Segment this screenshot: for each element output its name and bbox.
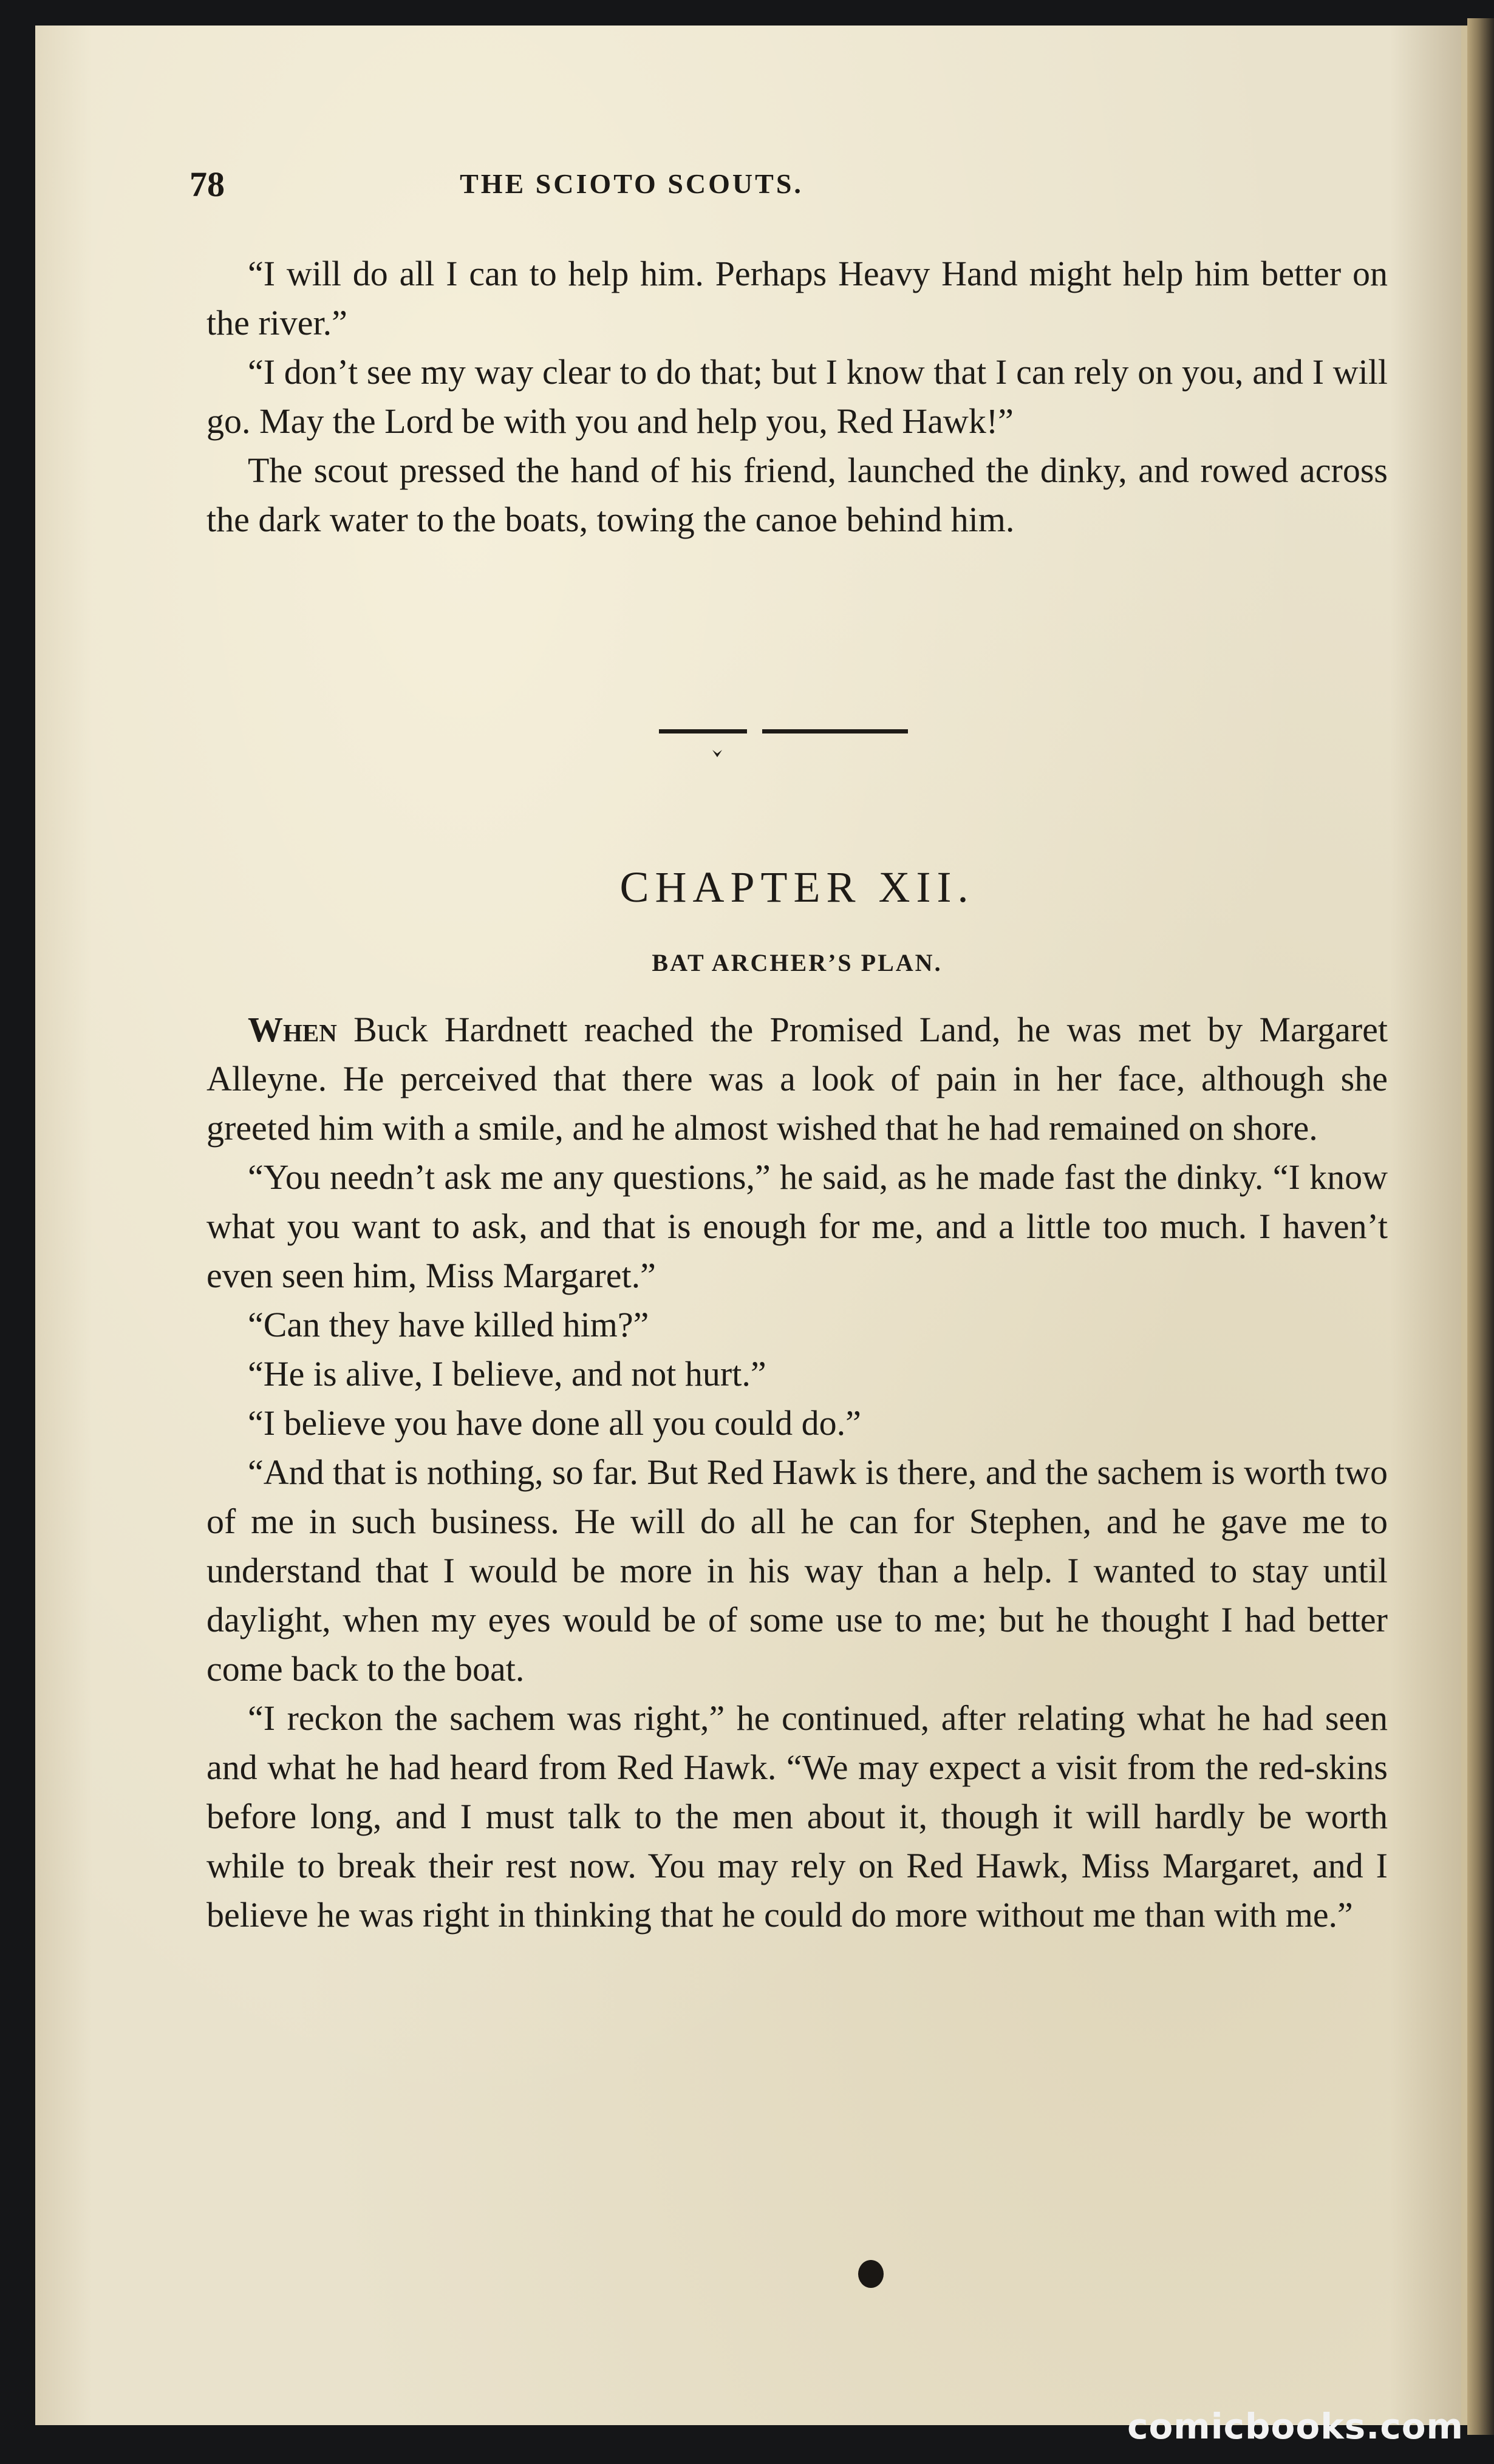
text-block-top [206, 249, 1388, 544]
paragraph: “I don’t see my way clear to do that; but I know that I can rely on you, and I will go. May the Lord be with you and help you, Red Hawk!” [206, 352, 1388, 441]
chapter-opening-paragraph [206, 1005, 1388, 1152]
page-number: 78 [189, 165, 225, 204]
paragraph: “I reckon the sachem was right,” he continued, after relating what he had seen and what he had heard from Red Hawk. “We may expect a visit from the red-skins before long, and I must talk to the men about it, though it will hardly be worth while to break their rest now. You may rely on Red Hawk, Miss Margaret, and I believe he was right in thinking that he could do more without me than with me.” [206, 1698, 1388, 1935]
watermark: comicbooks.com [1127, 2406, 1464, 2447]
chapter-title: CHAPTER XII. [619, 863, 975, 911]
text-block-main [206, 1005, 1388, 1939]
running-head [152, 164, 1397, 206]
paragraph: “He is alive, I believe, and not hurt.” [248, 1354, 766, 1394]
paragraph: “Can they have killed him?” [248, 1305, 649, 1344]
paragraph: “You needn’t ask me any questions,” he said, as he made fast the dinky. “I know what you want to ask, and that is enough for me, and a little too much. I haven’t even seen him, Miss Margaret.” [206, 1157, 1388, 1295]
paragraph: The scout pressed the hand of his friend, launched the dinky, and rowed across the dark water to the boats, towing the canoe behind him. [206, 451, 1388, 539]
section-ornament [659, 726, 914, 768]
ink-dot [858, 2260, 884, 2288]
chapter-subtitle: BAT ARCHER’S PLAN. [652, 949, 943, 976]
paragraph: “I will do all I can to help him. Perhaps Heavy Hand might help him better on the river.” [206, 254, 1388, 342]
page-edge [1467, 18, 1494, 2435]
paragraph: “I believe you have done all you could do.” [248, 1403, 861, 1443]
running-title: THE SCIOTO SCOUTS. [460, 168, 803, 199]
paragraph: “And that is nothing, so far. But Red Hawk is there, and the sachem is worth two of me in such business. He will do all he can for Stephen, and he gave me to understand that I would be more in his way than a help. I wanted to stay until daylight, when my eyes would be of some use to me; but he thought I had better come back to the boat. [206, 1452, 1388, 1689]
opening-text: Buck Hardnett reached the Promised Land, he was met by Margaret Alleyne. He perceived that there was a look of pain in her face, although she greeted him with a smile, and he almost wished that he had remained on shore. [206, 1010, 1388, 1148]
drop-lead-word: When [248, 1010, 337, 1049]
